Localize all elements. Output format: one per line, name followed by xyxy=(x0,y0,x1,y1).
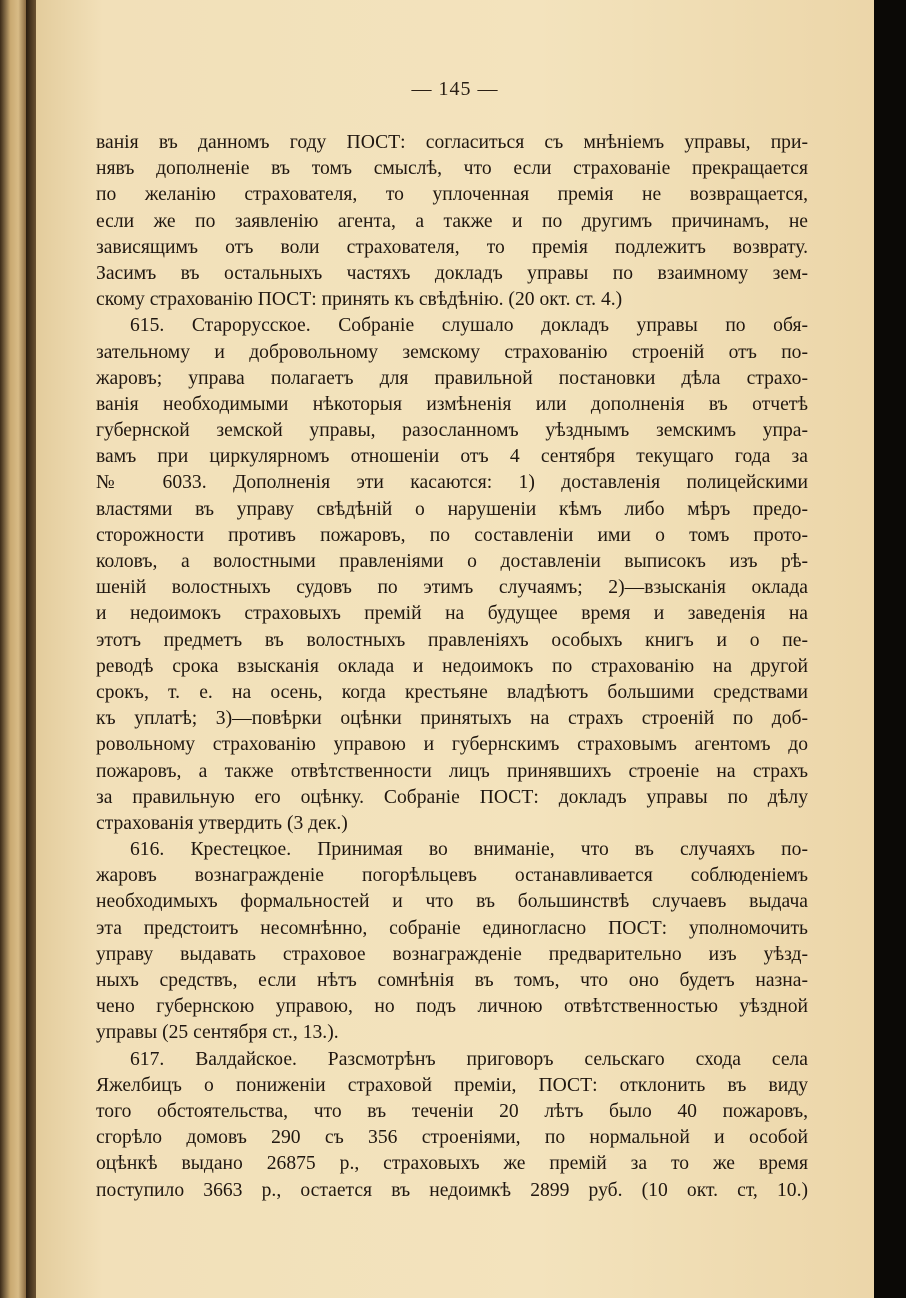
text-line: того обстоятельства, что въ теченіи 20 лѣтъ было 40 пожаровъ, xyxy=(96,1100,808,1122)
page-number: — 145 — xyxy=(411,78,499,100)
text-line: коловъ, а волостными правленіями о доставленіи выписокъ изъ рѣ- xyxy=(96,551,808,572)
text-line: вамъ при циркулярномъ отношеніи отъ 4 сентября текущаго года за xyxy=(96,446,808,468)
text-line: реводѣ срока взысканія оклада и недоимокъ по страхованію на другой xyxy=(96,655,808,677)
text-line: управу выдавать страховое вознагражденіе предварительно изъ уѣзд- xyxy=(96,943,808,965)
text-line: необходимыхъ формальностей и что въ большинствѣ случаевъ выдача xyxy=(96,891,808,913)
text-line: эта предстоитъ несомнѣнно, собраніе единогласно ПОСТ: уполномочить xyxy=(96,917,808,939)
text-line: нявъ дополненіе въ томъ смыслѣ, что если страхованіе прекращается xyxy=(96,158,808,180)
book-page xyxy=(36,0,874,1298)
text-line: управы (25 сентября ст., 13.). xyxy=(96,1022,339,1044)
text-line: зательному и добровольному земскому страхованію строеній отъ по- xyxy=(96,341,808,363)
text-line: шеній волостныхъ судовъ по этимъ случаямъ; 2)—взысканія оклада xyxy=(96,577,808,599)
text-line: ванія въ данномъ году ПОСТ: согласиться съ мнѣніемъ управы, при- xyxy=(96,132,808,153)
text-line: страхованія утвердить (3 дек.) xyxy=(96,812,348,834)
text-line: если же по заявленію агента, а также и по другимъ причинамъ, не xyxy=(96,210,808,232)
text-line: ныхъ средствъ, если нѣтъ сомнѣнія въ томъ, что оно будетъ назна- xyxy=(96,970,808,991)
text-line: властями въ управу свѣдѣній о нарушеніи кѣмъ либо мѣръ предо- xyxy=(96,498,808,520)
text-line: губернской земской управы, разосланномъ уѣзднымъ земскимъ упра- xyxy=(96,420,808,442)
text-line: Засимъ въ остальныхъ частяхъ докладъ управы по взаимному зем- xyxy=(96,262,808,284)
text-line: жаровъ; управа полагаетъ для правильной постановки дѣла страхо- xyxy=(96,367,808,389)
text-line: скому страхованію ПОСТ: принять къ свѣдѣнію. (20 окт. ст. 4.) xyxy=(96,289,623,311)
text-line: 617. Валдайское. Разсмотрѣнъ приговоръ сельскаго схода села xyxy=(130,1048,808,1070)
text-line: Яжелбицъ о пониженіи страховой преміи, ПОСТ: отклонить въ виду xyxy=(96,1074,808,1096)
left-page-edge xyxy=(0,0,26,1298)
book-gutter xyxy=(26,0,36,1298)
text-line: ровольному страхованію управою и губернскимъ страховымъ агентомъ до xyxy=(96,734,808,756)
text-line: зависящимъ отъ воли страхователя, то премія подлежитъ возврату. xyxy=(96,236,808,258)
text-line: и недоимокъ страховыхъ премій на будущее время и заведенія на xyxy=(96,603,808,625)
text-line: жаровъ вознагражденіе погорѣльцевъ останавливается соблюденіемъ xyxy=(96,865,808,887)
text-line: № 6033. Дополненія эти касаются: 1) доставленія полицейскими xyxy=(96,472,808,494)
text-line: сторожности противъ пожаровъ, по составленіи ими о томъ прото- xyxy=(96,524,808,546)
text-line: за правильную его оцѣнку. Собраніе ПОСТ: докладъ управы по дѣлу xyxy=(96,786,808,808)
text-line: этотъ предметъ въ волостныхъ правленіяхъ особыхъ книгъ и о пе- xyxy=(96,629,808,651)
text-line: къ уплатѣ; 3)—повѣрки оцѣнки принятыхъ на страхъ строеній по доб- xyxy=(96,708,808,730)
page-text xyxy=(96,130,808,1204)
text-line: оцѣнкѣ выдано 26875 р., страховыхъ же премій за то же время xyxy=(96,1153,808,1175)
text-line: чено губернскою управою, но подъ личною отвѣтственностью уѣздной xyxy=(96,996,808,1018)
text-line: сгорѣло домовъ 290 съ 356 строеніями, по нормальной и особой xyxy=(96,1127,808,1149)
text-line: 615. Старорусское. Собраніе слушало докладъ управы по обя- xyxy=(130,315,808,337)
text-line: 616. Крестецкое. Принимая во вниманіе, что въ случаяхъ по- xyxy=(130,839,808,861)
text-line: пожаровъ, а также отвѣтственности лицъ принявшихъ строеніе на страхъ xyxy=(96,760,808,782)
text-line: поступило 3663 р., остается въ недоимкѣ 2899 руб. (10 окт. ст, 10.) xyxy=(96,1179,808,1201)
text-line: ванія необходимыми нѣкоторыя измѣненія или дополненія въ отчетѣ xyxy=(96,393,808,415)
text-line: срокъ, т. е. на осень, когда крестьяне владѣютъ большими средствами xyxy=(96,681,808,703)
text-line: по желанію страхователя, то уплоченная премія не возвращается, xyxy=(96,184,808,206)
